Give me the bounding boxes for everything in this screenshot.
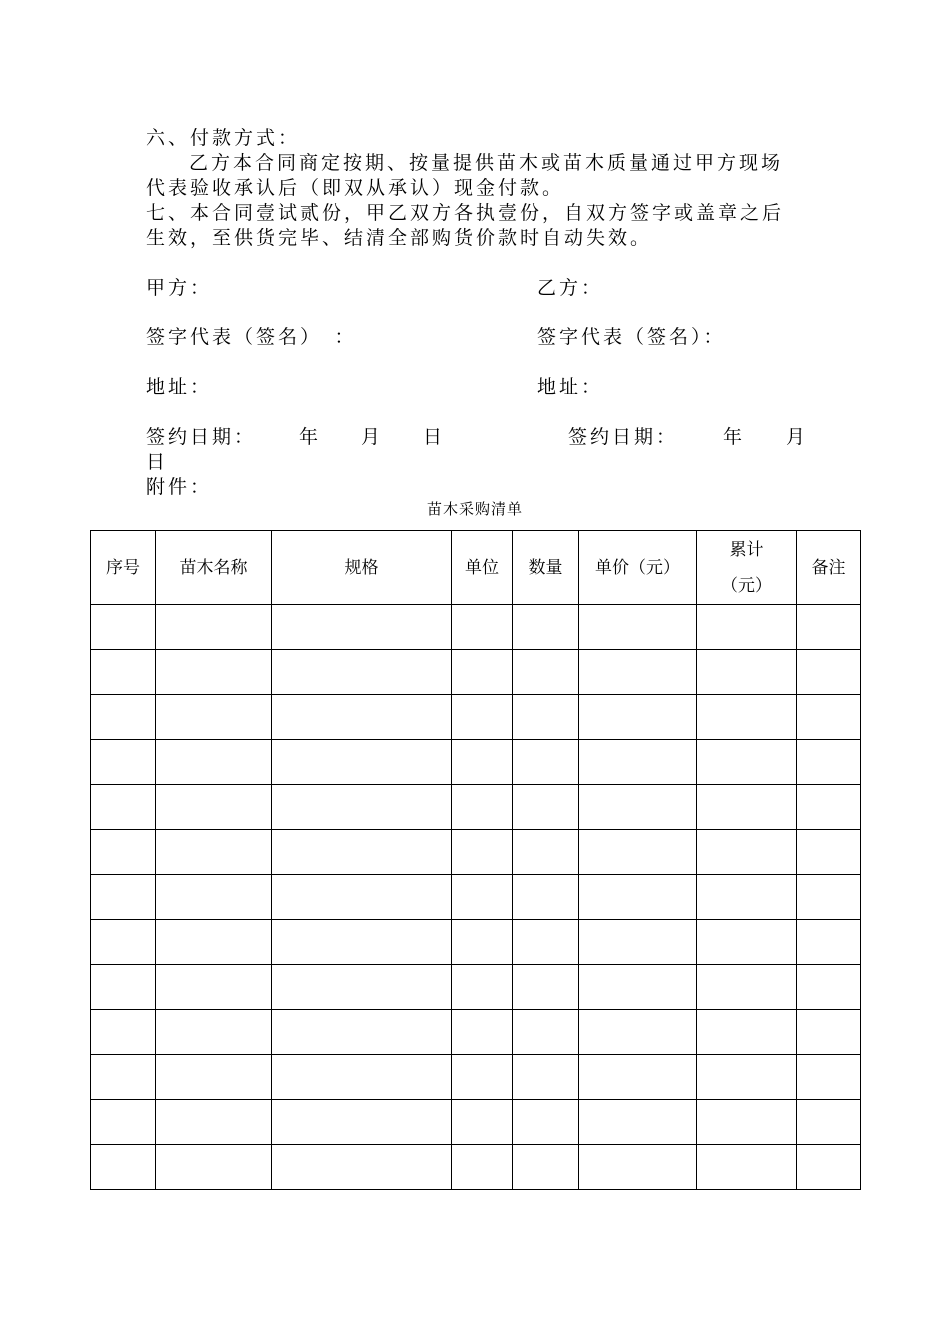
table-cell <box>91 920 156 965</box>
header-seedling-name: 苗木名称 <box>156 531 272 605</box>
table-cell <box>156 875 272 920</box>
table-row <box>91 605 861 650</box>
table-cell <box>91 1145 156 1190</box>
table-cell <box>156 695 272 740</box>
table-cell <box>513 965 579 1010</box>
table-cell <box>579 605 697 650</box>
table-cell <box>156 785 272 830</box>
party-a-date-day: 日 <box>423 426 446 448</box>
table-cell <box>579 1145 697 1190</box>
table-cell <box>797 1055 861 1100</box>
party-a-date-label: 签约日期： <box>146 426 257 448</box>
table-cell <box>579 1055 697 1100</box>
table-cell <box>513 1010 579 1055</box>
table-cell <box>272 965 452 1010</box>
table-header-row <box>91 531 861 605</box>
header-unit-price: 单价（元） <box>579 531 697 605</box>
header-cumulative-line2: （元） <box>721 575 772 596</box>
table-cell <box>91 650 156 695</box>
table-cell <box>697 605 797 650</box>
table-cell <box>797 1100 861 1145</box>
party-b-date-year: 年 <box>723 426 746 448</box>
table-cell <box>513 1145 579 1190</box>
table-cell <box>697 1100 797 1145</box>
party-a-label: 甲方： <box>146 277 213 299</box>
table-cell <box>513 1100 579 1145</box>
table-cell <box>272 875 452 920</box>
table-cell <box>452 1055 513 1100</box>
table-cell <box>452 1145 513 1190</box>
table-cell <box>272 605 452 650</box>
table-cell <box>697 1010 797 1055</box>
table-cell <box>797 965 861 1010</box>
table-row <box>91 1055 861 1100</box>
table-cell <box>797 785 861 830</box>
table-cell <box>272 740 452 785</box>
party-b-representative: 签字代表（签名）： <box>537 326 726 348</box>
seedling-purchase-table <box>90 530 861 1190</box>
header-unit: 单位 <box>452 531 513 605</box>
table-cell <box>156 605 272 650</box>
table-cell <box>697 875 797 920</box>
table-cell <box>797 920 861 965</box>
header-remarks: 备注 <box>797 531 861 605</box>
party-b-date-day: 日 <box>146 451 169 473</box>
table-row <box>91 830 861 875</box>
table-cell <box>91 1055 156 1100</box>
table-row <box>91 785 861 830</box>
table-cell <box>272 830 452 875</box>
header-cumulative <box>697 531 797 605</box>
table-cell <box>91 830 156 875</box>
table-cell <box>452 875 513 920</box>
table-row <box>91 1100 861 1145</box>
table-cell <box>697 650 797 695</box>
clause7-line2: 生效，至供货完毕、结清全部购货价款时自动失效。 <box>146 227 653 249</box>
party-b-address: 地址： <box>537 376 604 398</box>
clause6-line1: 乙方本合同商定按期、按量提供苗木或苗木质量通过甲方现场 <box>189 152 784 174</box>
table-cell <box>697 1055 797 1100</box>
table-row <box>91 1010 861 1055</box>
table-cell <box>797 605 861 650</box>
table-cell <box>579 740 697 785</box>
table-cell <box>452 785 513 830</box>
header-quantity: 数量 <box>513 531 579 605</box>
table-cell <box>579 920 697 965</box>
table-cell <box>579 875 697 920</box>
table-cell <box>452 740 513 785</box>
table-cell <box>513 785 579 830</box>
table-row <box>91 650 861 695</box>
table-cell <box>91 965 156 1010</box>
table-cell <box>272 920 452 965</box>
table-cell <box>797 875 861 920</box>
table-cell <box>513 830 579 875</box>
table-cell <box>156 1145 272 1190</box>
table-row <box>91 875 861 920</box>
table-cell <box>513 1055 579 1100</box>
table-cell <box>91 740 156 785</box>
party-a-date-month: 月 <box>361 426 384 448</box>
clause7-line1: 七、本合同壹试贰份，甲乙双方各执壹份，自双方签字或盖章之后 <box>146 202 785 224</box>
clause6-line2: 代表验收承认后（即双从承认）现金付款。 <box>146 177 565 199</box>
table-cell <box>91 695 156 740</box>
table-cell <box>452 695 513 740</box>
table-cell <box>91 875 156 920</box>
table-cell <box>156 1010 272 1055</box>
table-cell <box>513 875 579 920</box>
table-cell <box>579 1100 697 1145</box>
table-cell <box>797 740 861 785</box>
table-row <box>91 1145 861 1190</box>
table-cell <box>579 965 697 1010</box>
table-cell <box>513 740 579 785</box>
table-cell <box>156 1055 272 1100</box>
table-row <box>91 965 861 1010</box>
table-cell <box>272 785 452 830</box>
attachment-label: 附件： <box>146 476 213 498</box>
table-cell <box>579 650 697 695</box>
table-cell <box>797 1010 861 1055</box>
table-cell <box>272 1145 452 1190</box>
table-cell <box>272 1010 452 1055</box>
header-specification: 规格 <box>272 531 452 605</box>
table-cell <box>452 605 513 650</box>
header-serial-no: 序号 <box>91 531 156 605</box>
table-row <box>91 920 861 965</box>
table-cell <box>697 965 797 1010</box>
table-cell <box>452 650 513 695</box>
table-cell <box>797 830 861 875</box>
table-cell <box>156 1100 272 1145</box>
party-b-date-label: 签约日期： <box>568 426 679 448</box>
table-cell <box>272 1100 452 1145</box>
table-cell <box>797 695 861 740</box>
table-cell <box>697 785 797 830</box>
table-cell <box>156 920 272 965</box>
table-cell <box>452 830 513 875</box>
table-cell <box>156 740 272 785</box>
party-a-representative: 签字代表（签名） ： <box>146 326 357 348</box>
table-cell <box>156 650 272 695</box>
table-cell <box>579 785 697 830</box>
table-cell <box>452 1100 513 1145</box>
table-cell <box>697 740 797 785</box>
table-cell <box>579 830 697 875</box>
table-cell <box>797 1145 861 1190</box>
table-cell <box>697 695 797 740</box>
table-cell <box>272 1055 452 1100</box>
table-cell <box>156 965 272 1010</box>
table-cell <box>797 650 861 695</box>
table-cell <box>579 695 697 740</box>
table-cell <box>452 1010 513 1055</box>
table-row <box>91 695 861 740</box>
party-b-date-month: 月 <box>786 426 809 448</box>
table-cell <box>156 830 272 875</box>
table-cell <box>272 695 452 740</box>
table-cell <box>513 605 579 650</box>
table-caption: 苗木采购清单 <box>426 500 523 518</box>
table-cell <box>697 1145 797 1190</box>
table-cell <box>697 830 797 875</box>
table-cell <box>452 920 513 965</box>
party-a-address: 地址： <box>146 376 213 398</box>
table-cell <box>91 605 156 650</box>
header-cumulative-line1: 累计 <box>729 539 764 560</box>
table-cell <box>452 965 513 1010</box>
table-cell <box>272 650 452 695</box>
table-cell <box>513 650 579 695</box>
party-a-date-year: 年 <box>299 426 322 448</box>
table-row <box>91 740 861 785</box>
table-cell <box>579 1010 697 1055</box>
table-cell <box>697 920 797 965</box>
clause6-title: 六、付款方式： <box>146 127 301 149</box>
table-cell <box>513 920 579 965</box>
table-cell <box>91 1100 156 1145</box>
table-cell <box>91 1010 156 1055</box>
table-cell <box>91 785 156 830</box>
party-b-label: 乙方： <box>537 277 604 299</box>
table-cell <box>513 695 579 740</box>
